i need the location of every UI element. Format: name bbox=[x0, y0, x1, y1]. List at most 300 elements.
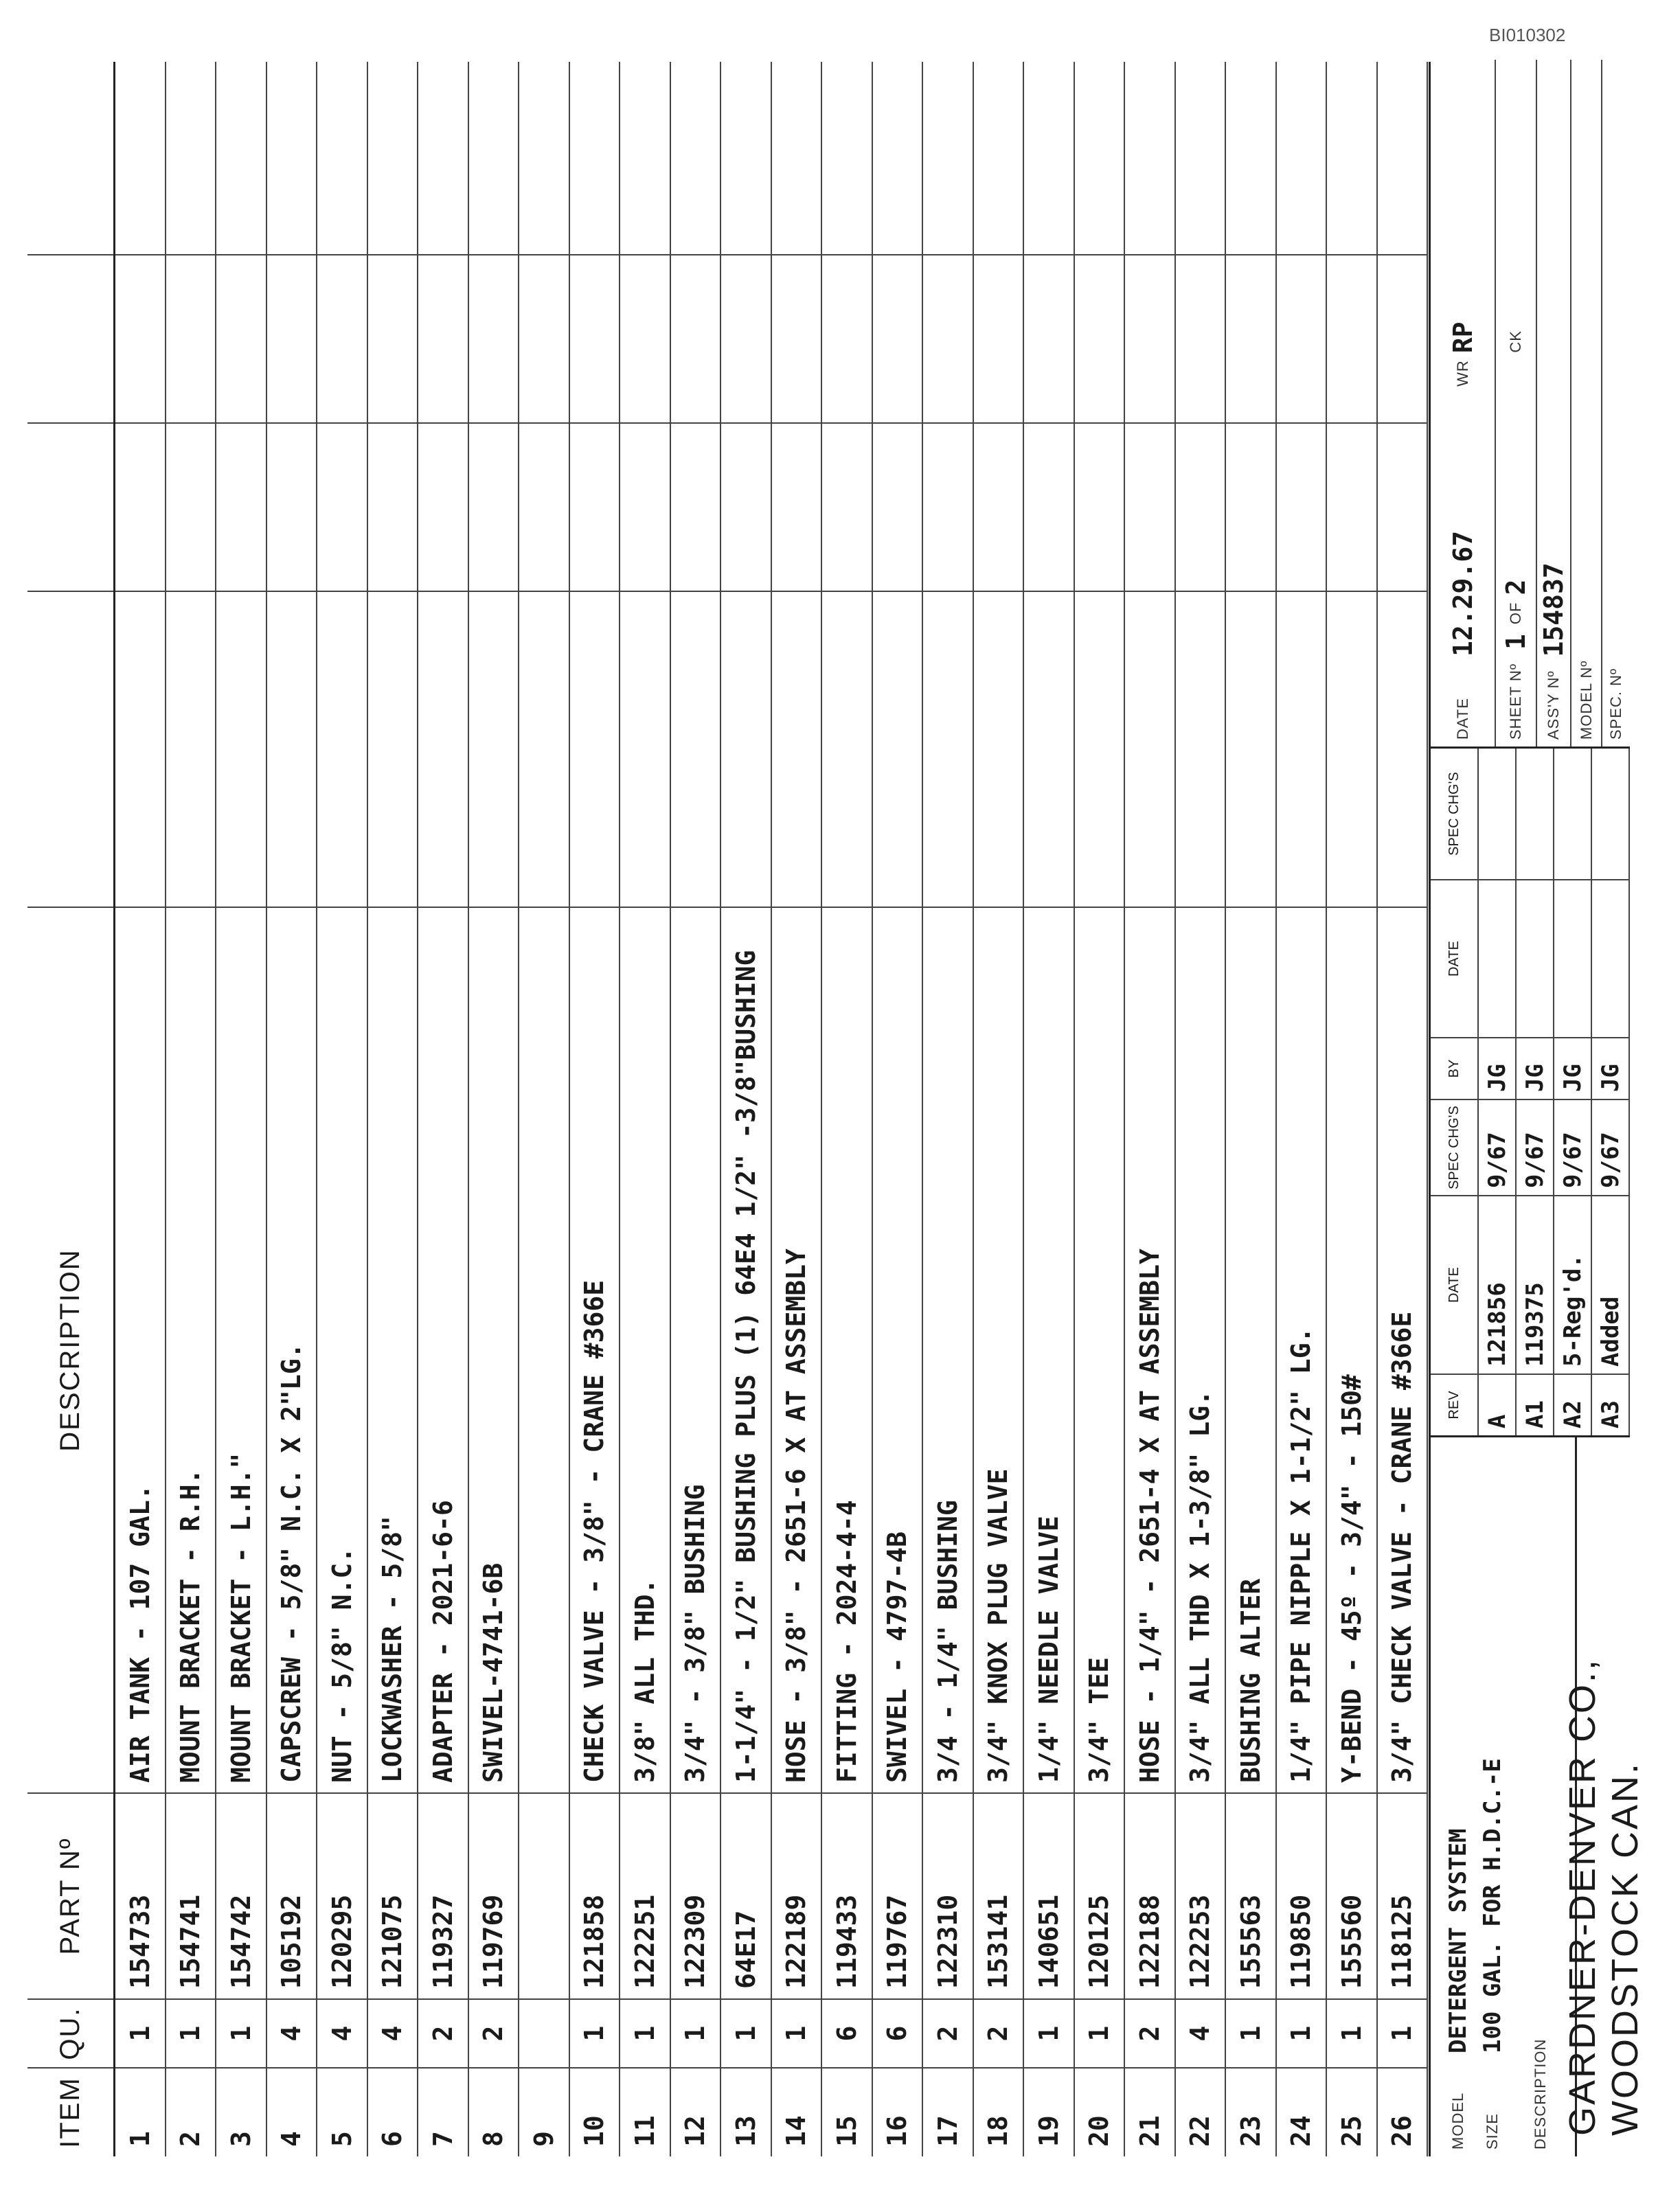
size-value: 100 GAL. FOR H.D.C.-E bbox=[1479, 1758, 1506, 2053]
blank-cell bbox=[772, 62, 821, 254]
qty-cell: 6 bbox=[822, 1998, 872, 2067]
date-value: 12.29.67 bbox=[1447, 530, 1478, 657]
table-row bbox=[267, 62, 318, 2156]
blank-cell bbox=[368, 62, 418, 254]
part-number-cell: 119767 bbox=[873, 1792, 922, 1998]
description-cell: HOSE - 3/8" - 2651-6 X AT ASSEMBLY bbox=[772, 907, 821, 1792]
part-number-cell: 119850 bbox=[1277, 1792, 1326, 1998]
blank-cell bbox=[1277, 254, 1326, 422]
item-cell: 13 bbox=[721, 2067, 771, 2156]
header-part-no: PART Nº bbox=[27, 1792, 113, 1998]
item-cell: 5 bbox=[317, 2067, 367, 2156]
model-no-row bbox=[1571, 60, 1602, 747]
description-cell: AIR TANK - 107 GAL. bbox=[115, 907, 165, 1792]
blank-cell bbox=[519, 591, 569, 907]
qty-cell: 2 bbox=[1125, 1998, 1174, 2067]
item-cell: 23 bbox=[1226, 2067, 1275, 2156]
header-blank-3 bbox=[27, 254, 113, 422]
blank-cell bbox=[1378, 254, 1427, 422]
blank-cell bbox=[1378, 422, 1427, 591]
blank-cell bbox=[115, 254, 165, 422]
table-row bbox=[721, 62, 772, 2156]
date-row bbox=[1431, 60, 1496, 747]
model-no-label: MODEL Nº bbox=[1577, 660, 1595, 740]
table-row bbox=[317, 62, 368, 2156]
blank-cell bbox=[216, 254, 266, 422]
rev-cell: A2 bbox=[1554, 1374, 1591, 1435]
description-cell: 3/4 - 1/4" BUSHING bbox=[923, 907, 973, 1792]
description-cell: 3/4" TEE bbox=[1075, 907, 1124, 1792]
header-blank-4 bbox=[27, 62, 113, 254]
blank-cell bbox=[974, 254, 1023, 422]
table-row bbox=[216, 62, 267, 2156]
description-cell: 1/4" NEEDLE VALVE bbox=[1024, 907, 1074, 1792]
rev-date-cell: 5-Reg'd. bbox=[1554, 1195, 1591, 1374]
part-number-cell: 154742 bbox=[216, 1792, 266, 1998]
blank-cell bbox=[519, 62, 569, 254]
blank-cell bbox=[267, 254, 317, 422]
revision-grid bbox=[1431, 749, 1630, 1435]
item-cell: 20 bbox=[1075, 2067, 1124, 2156]
rev-spec-cell: 9/67 bbox=[1517, 1099, 1553, 1195]
part-number-cell: 121858 bbox=[570, 1792, 620, 1998]
item-cell: 12 bbox=[671, 2067, 720, 2156]
blank-cell bbox=[166, 254, 216, 422]
blank-cell bbox=[418, 422, 468, 591]
blank-cell bbox=[166, 62, 216, 254]
item-cell: 19 bbox=[1024, 2067, 1074, 2156]
qty-cell: 1 bbox=[671, 1998, 720, 2067]
qty-cell: 1 bbox=[1378, 1998, 1427, 2067]
blank-cell bbox=[974, 62, 1023, 254]
blank-cell bbox=[115, 422, 165, 591]
blank-cell bbox=[418, 62, 468, 254]
blank-cell bbox=[873, 422, 922, 591]
table-row bbox=[822, 62, 873, 2156]
revision-row bbox=[1479, 749, 1517, 1435]
table-row bbox=[772, 62, 823, 2156]
blank-cell bbox=[267, 62, 317, 254]
blank-cell bbox=[1327, 591, 1376, 907]
blank-cell bbox=[721, 62, 771, 254]
description-cell bbox=[519, 907, 569, 1792]
sheet-label: SHEET Nº bbox=[1507, 663, 1524, 740]
wr-label: WR bbox=[1453, 360, 1471, 387]
rev-spec2-cell bbox=[1592, 749, 1628, 879]
blank-cell bbox=[620, 422, 670, 591]
description-cell: 3/4" ALL THD X 1-3/8" LG. bbox=[1176, 907, 1225, 1792]
blank-cell bbox=[1277, 62, 1326, 254]
rev-date2-cell bbox=[1479, 879, 1515, 1037]
of-label: OF bbox=[1507, 602, 1524, 625]
revision-row bbox=[1592, 749, 1630, 1435]
rev-by-cell: JG bbox=[1554, 1037, 1591, 1099]
assy-label: ASS'Y Nº bbox=[1545, 670, 1562, 740]
item-cell: 15 bbox=[822, 2067, 872, 2156]
item-cell: 26 bbox=[1378, 2067, 1427, 2156]
rev-spec-header: SPEC CHG'S bbox=[1431, 1099, 1477, 1195]
header-item: ITEM bbox=[27, 2067, 113, 2156]
ck-label: CK bbox=[1507, 330, 1524, 353]
blank-cell bbox=[873, 254, 922, 422]
table-row bbox=[570, 62, 621, 2156]
description-cell: 1/4" PIPE NIPPLE X 1-1/2" LG. bbox=[1277, 907, 1326, 1792]
description-cell: CAPSCREW - 5/8" N.C. X 2"LG. bbox=[267, 907, 317, 1792]
table-row bbox=[519, 62, 570, 2156]
qty-cell: 1 bbox=[1327, 1998, 1376, 2067]
rev-date-cell: 119375 bbox=[1517, 1195, 1553, 1374]
rev-date2-cell bbox=[1592, 879, 1628, 1037]
rev-cell: A bbox=[1479, 1374, 1515, 1435]
sheet-row bbox=[1496, 60, 1537, 747]
blank-cell bbox=[822, 254, 872, 422]
description-cell: HOSE - 1/4" - 2651-4 X AT ASSEMBLY bbox=[1125, 907, 1174, 1792]
part-number-cell: 119769 bbox=[469, 1792, 519, 1998]
part-number-cell: 120295 bbox=[317, 1792, 367, 1998]
qty-cell: 4 bbox=[267, 1998, 317, 2067]
blank-cell bbox=[1327, 422, 1376, 591]
description-cell: 3/4" CHECK VALVE - CRANE #366E bbox=[1378, 907, 1427, 1792]
rev-spec2-header: SPEC CHG'S bbox=[1446, 772, 1462, 856]
qty-cell: 1 bbox=[620, 1998, 670, 2067]
blank-cell bbox=[620, 62, 670, 254]
sheet-info-block bbox=[1431, 62, 1630, 749]
qty-cell: 1 bbox=[1226, 1998, 1275, 2067]
table-row bbox=[166, 62, 217, 2156]
qty-cell: 1 bbox=[166, 1998, 216, 2067]
model-value: DETERGENT SYSTEM bbox=[1444, 1828, 1472, 2053]
blank-cell bbox=[1075, 591, 1124, 907]
blank-cell bbox=[1226, 62, 1275, 254]
qty-cell: 1 bbox=[216, 1998, 266, 2067]
blank-cell bbox=[620, 254, 670, 422]
qty-cell: 4 bbox=[368, 1998, 418, 2067]
blank-cell bbox=[1125, 591, 1174, 907]
blank-cell bbox=[873, 591, 922, 907]
item-cell: 21 bbox=[1125, 2067, 1174, 2156]
description-cell: ADAPTER - 2021-6-6 bbox=[418, 907, 468, 1792]
table-row bbox=[923, 62, 974, 2156]
blank-cell bbox=[671, 62, 720, 254]
blank-cell bbox=[923, 62, 973, 254]
item-cell: 3 bbox=[216, 2067, 266, 2156]
blank-cell bbox=[469, 254, 519, 422]
header-description: DESCRIPTION bbox=[27, 907, 113, 1792]
table-row bbox=[974, 62, 1025, 2156]
part-number-cell: 122309 bbox=[671, 1792, 720, 1998]
blank-cell bbox=[1226, 422, 1275, 591]
description-cell: 3/4" - 3/8" BUSHING bbox=[671, 907, 720, 1792]
part-number-cell: 122251 bbox=[620, 1792, 670, 1998]
blank-cell bbox=[620, 591, 670, 907]
table-row bbox=[1176, 62, 1227, 2156]
blank-cell bbox=[1176, 591, 1225, 907]
blank-cell bbox=[1378, 591, 1427, 907]
part-number-cell: 119433 bbox=[822, 1792, 872, 1998]
rev-cell: A3 bbox=[1592, 1374, 1628, 1435]
blank-cell bbox=[923, 254, 973, 422]
blank-cell bbox=[317, 422, 367, 591]
item-cell: 1 bbox=[115, 2067, 165, 2156]
qty-cell: 1 bbox=[721, 1998, 771, 2067]
rev-date-header: DATE bbox=[1431, 1195, 1477, 1374]
part-number-cell: 121075 bbox=[368, 1792, 418, 1998]
blank-cell bbox=[1024, 591, 1074, 907]
description-cell: SWIVEL-4741-6B bbox=[469, 907, 519, 1792]
qty-cell: 2 bbox=[923, 1998, 973, 2067]
part-number-cell bbox=[519, 1792, 569, 1998]
item-cell: 2 bbox=[166, 2067, 216, 2156]
blank-cell bbox=[772, 422, 821, 591]
header-blank-2 bbox=[27, 422, 113, 591]
qty-cell: 4 bbox=[317, 1998, 367, 2067]
table-header-row bbox=[27, 62, 115, 2156]
blank-cell bbox=[216, 422, 266, 591]
blank-cell bbox=[317, 62, 367, 254]
blank-cell bbox=[1176, 62, 1225, 254]
part-number-cell: 118125 bbox=[1378, 1792, 1427, 1998]
date-label: DATE bbox=[1453, 697, 1471, 740]
rev-spec2-cell bbox=[1517, 749, 1553, 879]
blank-cell bbox=[772, 591, 821, 907]
blank-cell bbox=[519, 254, 569, 422]
description-line bbox=[1520, 1435, 1561, 2156]
parts-table bbox=[27, 62, 1429, 2156]
qty-cell: 1 bbox=[570, 1998, 620, 2067]
description-cell: FITTING - 2024-4-4 bbox=[822, 907, 872, 1792]
item-cell: 16 bbox=[873, 2067, 922, 2156]
rev-spec2-cell bbox=[1554, 749, 1591, 879]
blank-cell bbox=[317, 591, 367, 907]
table-row bbox=[115, 62, 166, 2156]
description-cell: LOCKWASHER - 5/8" bbox=[368, 907, 418, 1792]
part-number-cell: 119327 bbox=[418, 1792, 468, 1998]
blank-cell bbox=[418, 591, 468, 907]
rev-date2-cell bbox=[1517, 879, 1553, 1037]
rev-spec2-cell bbox=[1479, 749, 1515, 879]
rev-spec-cell: 9/67 bbox=[1479, 1099, 1515, 1195]
table-row bbox=[1024, 62, 1075, 2156]
revision-row bbox=[1554, 749, 1592, 1435]
table-row bbox=[1378, 62, 1429, 2156]
blank-cell bbox=[1378, 62, 1427, 254]
blank-cell bbox=[1176, 422, 1225, 591]
sheet-value: 1 bbox=[1501, 634, 1531, 650]
item-cell: 10 bbox=[570, 2067, 620, 2156]
table-row bbox=[418, 62, 469, 2156]
rev-date2-cell bbox=[1554, 879, 1591, 1037]
rev-date-cell: Added bbox=[1592, 1195, 1628, 1374]
blank-cell bbox=[166, 422, 216, 591]
rev-spec-cell: 9/67 bbox=[1554, 1099, 1591, 1195]
blank-cell bbox=[418, 254, 468, 422]
blank-cell bbox=[317, 254, 367, 422]
header-blank-1 bbox=[27, 591, 113, 907]
part-number-cell: 154733 bbox=[115, 1792, 165, 1998]
description-cell: SWIVEL - 4797-4B bbox=[873, 907, 922, 1792]
qty-cell: 1 bbox=[115, 1998, 165, 2067]
item-cell: 7 bbox=[418, 2067, 468, 2156]
qty-cell: 2 bbox=[974, 1998, 1023, 2067]
rev-by-cell: JG bbox=[1479, 1037, 1515, 1099]
of-value: 2 bbox=[1501, 579, 1531, 595]
description-label: DESCRIPTION bbox=[1532, 2038, 1549, 2150]
blank-cell bbox=[721, 422, 771, 591]
blank-cell bbox=[1327, 62, 1376, 254]
blank-cell bbox=[1125, 422, 1174, 591]
description-cell: CHECK VALVE - 3/8" - CRANE #366E bbox=[570, 907, 620, 1792]
part-number-cell: 122310 bbox=[923, 1792, 973, 1998]
part-number-cell: 140651 bbox=[1024, 1792, 1074, 1998]
rev-header: REV bbox=[1431, 1374, 1477, 1435]
assy-row bbox=[1537, 60, 1571, 747]
rev-date-cell: 121856 bbox=[1479, 1195, 1515, 1374]
table-row bbox=[368, 62, 419, 2156]
rev-cell: A1 bbox=[1517, 1374, 1553, 1435]
blank-cell bbox=[772, 254, 821, 422]
table-row bbox=[1075, 62, 1126, 2156]
blank-cell bbox=[923, 422, 973, 591]
part-number-cell: 155560 bbox=[1327, 1792, 1376, 1998]
blank-cell bbox=[1327, 254, 1376, 422]
blank-cell bbox=[1176, 254, 1225, 422]
assy-value: 154837 bbox=[1539, 562, 1569, 657]
revision-header-row bbox=[1431, 749, 1479, 1435]
part-number-cell: 155563 bbox=[1226, 1792, 1275, 1998]
item-cell: 11 bbox=[620, 2067, 670, 2156]
blank-cell bbox=[1226, 591, 1275, 907]
qty-cell: 6 bbox=[873, 1998, 922, 2067]
rev-by-cell: JG bbox=[1592, 1037, 1628, 1099]
rev-by-header: BY bbox=[1431, 1037, 1477, 1099]
rev-spec-cell: 9/67 bbox=[1592, 1099, 1628, 1195]
blank-cell bbox=[974, 591, 1023, 907]
rev-date2-header: DATE bbox=[1431, 879, 1477, 1037]
description-cell: MOUNT BRACKET - L.H." bbox=[216, 907, 266, 1792]
qty-cell: 2 bbox=[469, 1998, 519, 2067]
blank-cell bbox=[1075, 422, 1124, 591]
part-number-cell: 122189 bbox=[772, 1792, 821, 1998]
item-cell: 22 bbox=[1176, 2067, 1225, 2156]
blank-cell bbox=[721, 591, 771, 907]
blank-cell bbox=[267, 591, 317, 907]
description-cell: NUT - 5/8" N.C. bbox=[317, 907, 367, 1792]
item-cell: 24 bbox=[1277, 2067, 1326, 2156]
part-number-cell: 64E17 bbox=[721, 1792, 771, 1998]
blank-cell bbox=[1226, 254, 1275, 422]
wr-value: RP bbox=[1447, 321, 1478, 354]
item-cell: 8 bbox=[469, 2067, 519, 2156]
description-cell: MOUNT BRACKET - R.H. bbox=[166, 907, 216, 1792]
qty-cell: 1 bbox=[1075, 1998, 1124, 2067]
description-cell: BUSHING ALTER bbox=[1226, 907, 1275, 1792]
qty-cell: 1 bbox=[772, 1998, 821, 2067]
blank-cell bbox=[974, 422, 1023, 591]
qty-cell: 4 bbox=[1176, 1998, 1225, 2067]
blank-cell bbox=[671, 254, 720, 422]
blank-cell bbox=[368, 254, 418, 422]
blank-cell bbox=[671, 422, 720, 591]
blank-cell bbox=[1125, 254, 1174, 422]
blank-cell bbox=[570, 62, 620, 254]
parts-list-sheet bbox=[27, 62, 1646, 2156]
size-line bbox=[1472, 1435, 1513, 2156]
blank-cell bbox=[570, 422, 620, 591]
blank-cell bbox=[267, 422, 317, 591]
document-id: BI010302 bbox=[1489, 25, 1566, 45]
part-number-cell: 122188 bbox=[1125, 1792, 1174, 1998]
item-cell: 9 bbox=[519, 2067, 569, 2156]
blank-cell bbox=[570, 591, 620, 907]
blank-cell bbox=[923, 591, 973, 907]
description-cell: 1-1/4" - 1/2" BUSHING PLUS (1) 64E4 1/2" -3/8"BUSHING bbox=[721, 907, 771, 1792]
table-row bbox=[1125, 62, 1176, 2156]
description-cell: 3/8" ALL THD. bbox=[620, 907, 670, 1792]
header-qty: QU. bbox=[27, 1998, 113, 2067]
item-cell: 17 bbox=[923, 2067, 973, 2156]
blank-cell bbox=[1075, 62, 1124, 254]
item-cell: 6 bbox=[368, 2067, 418, 2156]
qty-cell: 1 bbox=[1277, 1998, 1326, 2067]
blank-cell bbox=[216, 62, 266, 254]
table-row bbox=[620, 62, 671, 2156]
part-number-cell: 120125 bbox=[1075, 1792, 1124, 1998]
part-number-cell: 154741 bbox=[166, 1792, 216, 1998]
part-number-cell: 122253 bbox=[1176, 1792, 1225, 1998]
blank-cell bbox=[1277, 591, 1326, 907]
blank-cell bbox=[368, 422, 418, 591]
company-name: GARDNER-DENVER CO., WOODSTOCK CAN. bbox=[1575, 1435, 1630, 2156]
description-cell: 3/4" KNOX PLUG VALVE bbox=[974, 907, 1023, 1792]
table-row bbox=[1277, 62, 1328, 2156]
blank-cell bbox=[1075, 254, 1124, 422]
blank-cell bbox=[469, 422, 519, 591]
table-row bbox=[469, 62, 520, 2156]
blank-cell bbox=[469, 591, 519, 907]
blank-cell bbox=[1125, 62, 1174, 254]
blank-cell bbox=[519, 422, 569, 591]
model-label: MODEL bbox=[1449, 2092, 1466, 2150]
part-number-cell: 105192 bbox=[267, 1792, 317, 1998]
blank-cell bbox=[469, 62, 519, 254]
blank-cell bbox=[115, 62, 165, 254]
size-label: SIZE bbox=[1484, 2113, 1501, 2150]
qty-cell bbox=[519, 1998, 569, 2067]
blank-cell bbox=[873, 62, 922, 254]
blank-cell bbox=[1277, 422, 1326, 591]
blank-cell bbox=[216, 591, 266, 907]
blank-cell bbox=[368, 591, 418, 907]
item-cell: 25 bbox=[1327, 2067, 1376, 2156]
part-number-cell: 153141 bbox=[974, 1792, 1023, 1998]
table-row bbox=[1226, 62, 1277, 2156]
item-cell: 18 bbox=[974, 2067, 1023, 2156]
spec-no-label: SPEC. Nº bbox=[1607, 668, 1624, 740]
blank-cell bbox=[822, 422, 872, 591]
rev-by-cell: JG bbox=[1517, 1037, 1553, 1099]
table-row bbox=[671, 62, 722, 2156]
blank-cell bbox=[1024, 422, 1074, 591]
description-cell: Y-BEND - 45º - 3/4" - 150# bbox=[1327, 907, 1376, 1792]
qty-cell: 1 bbox=[1024, 1998, 1074, 2067]
blank-cell bbox=[166, 591, 216, 907]
item-cell: 4 bbox=[267, 2067, 317, 2156]
blank-cell bbox=[115, 591, 165, 907]
spec-no-row bbox=[1602, 60, 1630, 747]
blank-cell bbox=[721, 254, 771, 422]
table-row bbox=[873, 62, 924, 2156]
title-block-left bbox=[1431, 1435, 1646, 2156]
